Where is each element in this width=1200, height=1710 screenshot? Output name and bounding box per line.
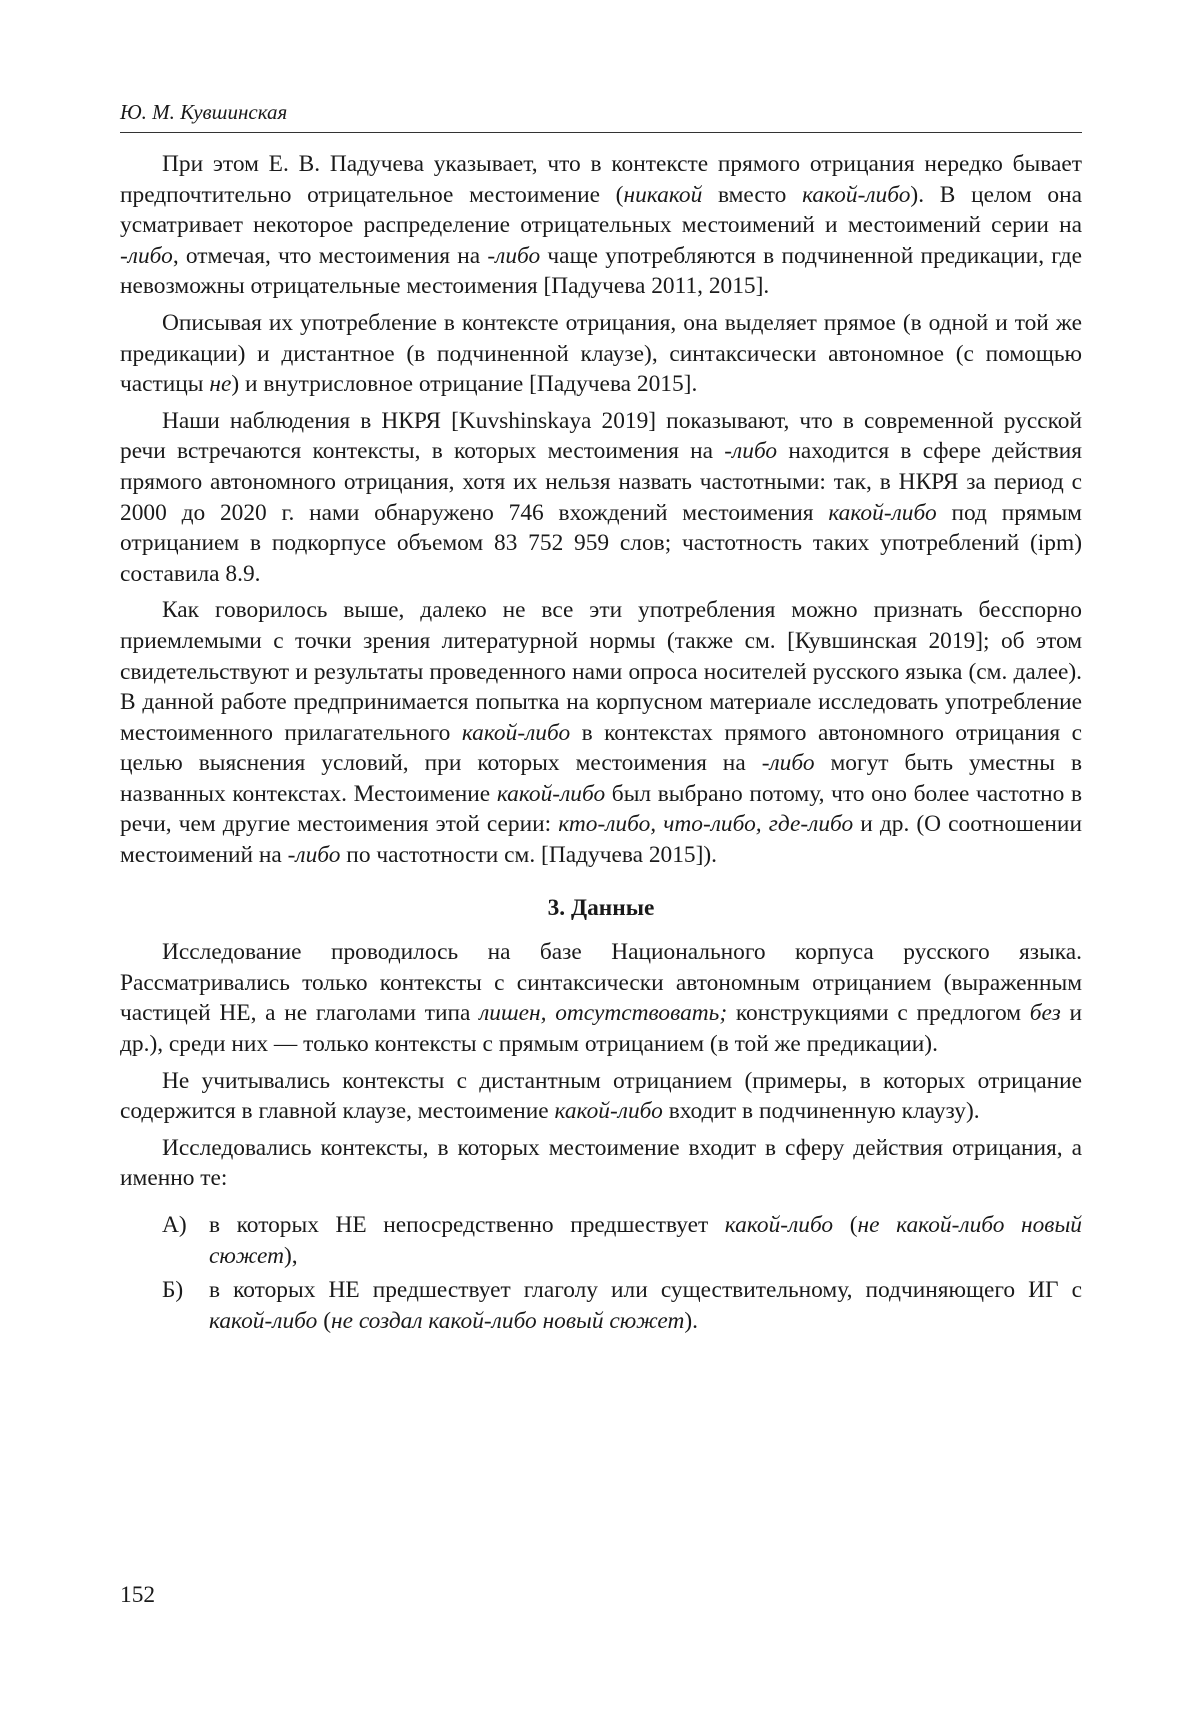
italic-term: не создал какой-либо новый сюжет bbox=[330, 1307, 685, 1334]
italic-term: -либо bbox=[487, 242, 541, 269]
text-span: Описывая их употребление в контексте отрицания, она выделяет прямое (в одной и той же предикации) и дистантное (в подчиненной клаузе), синтаксически автономное (с помощью частицы bbox=[120, 309, 1082, 398]
text-span: ). bbox=[684, 1307, 699, 1334]
text-span: Наши наблюдения в НКРЯ [Kuvshinskaya 2019] показывают, что в современной русской речи встречаются контексты, в которых местоимения на bbox=[120, 407, 1082, 465]
list-item bbox=[120, 1210, 1082, 1271]
text-span: ( bbox=[833, 1212, 858, 1238]
text-span: конструкциями с предлогом bbox=[727, 1000, 1030, 1027]
text-span: , отмечая, что местоимения на bbox=[172, 242, 488, 269]
text-span: и др.), среди них — только контексты с прямым отрицанием (в той же предикации). bbox=[120, 1000, 1082, 1058]
paragraph-7: Исследовались контексты, в которых местоимение входит в сферу действия отрицания, а именно те: bbox=[120, 1134, 1082, 1192]
paragraph-4 bbox=[120, 595, 1082, 870]
list-item bbox=[120, 1275, 1082, 1336]
italic-term: какой-либо bbox=[802, 181, 911, 208]
text-span: ( bbox=[317, 1307, 331, 1334]
text-span: чаще употребляются в подчиненной предикации, где невозможны отрицательные местоимения [Падучева 2011, 2015]. bbox=[120, 242, 1082, 300]
text-span: входит в подчиненную клаузу). bbox=[662, 1098, 980, 1125]
text-span: и др. (О соотношении местоимений на bbox=[120, 811, 1082, 869]
text-span: Не учитывались контексты с дистантным отрицанием (примеры, в которых отрицание содержится в главной клаузе, местоимение bbox=[120, 1067, 1082, 1125]
text-span: ). В целом она усматривает некоторое распределение отрицательных местоимений и местоимений серии на bbox=[120, 181, 1082, 239]
paragraph-3 bbox=[120, 406, 1082, 590]
text-span: в контекстах прямого автономного отрицания с целью выяснения условий, при которых местоимения на bbox=[120, 719, 1082, 777]
text-span: вместо bbox=[702, 181, 803, 208]
criteria-list bbox=[120, 1210, 1082, 1336]
page-number: 152 bbox=[120, 1582, 156, 1608]
text-span: под прямым отрицанием в подкорпусе объемом 83 752 959 слов; частотность таких употреблений (ipm) составила 8.9. bbox=[120, 499, 1082, 587]
italic-term: -либо bbox=[120, 242, 173, 269]
italic-term: без bbox=[1029, 1000, 1061, 1027]
italic-term: лишен, отсутствовать; bbox=[479, 1000, 728, 1027]
italic-term: какой-либо bbox=[209, 1307, 318, 1334]
italic-term: не bbox=[209, 371, 232, 398]
text-span: могут быть уместны в названных контекстах. Местоимение bbox=[120, 750, 1082, 807]
italic-term: какой-либо bbox=[461, 719, 571, 746]
text-span: по частотности см. [Падучева 2015]). bbox=[340, 842, 718, 869]
text-span: Как говорилось выше, далеко не все эти употребления можно признать бесспорно приемлемыми с точки зрения литературной нормы (также см. [Кувшинская 2019]; об этом свидетельствуют и результаты проведенного нами опроса носителей русского языка (см. далее). В данной работе предпринимается попытка на корпусном материале исследовать употребление местоименного прилагательного bbox=[120, 597, 1082, 746]
italic-term: какой-либо bbox=[828, 499, 937, 526]
italic-term: какой-либо bbox=[496, 780, 606, 807]
paragraph-1 bbox=[120, 149, 1082, 302]
italic-term: никакой bbox=[623, 181, 703, 208]
text-span: ), bbox=[283, 1242, 298, 1269]
text-span: ) и внутрисловное отрицание [Падучева 2015]. bbox=[231, 371, 698, 398]
text-span: Исследование проводилось на базе Национального корпуса русского языка. Рассматривались только контексты с синтаксически автономным отрицанием (выраженным частицей НЕ, а не глаголами типа bbox=[120, 939, 1082, 1027]
section-title: 3. Данные bbox=[547, 894, 655, 921]
text-span: При этом Е. В. Падучева указывает, что в контексте прямого отрицания нередко бывает предпочтительно отрицательное местоимение ( bbox=[120, 151, 1082, 208]
list-marker: А) bbox=[162, 1212, 187, 1238]
paragraph-2 bbox=[120, 308, 1082, 400]
list-marker: Б) bbox=[162, 1277, 184, 1304]
text-span: в которых НЕ предшествует глаголу или существительному, подчиняющего ИГ с bbox=[209, 1277, 1082, 1304]
italic-term: -либо bbox=[724, 438, 778, 465]
paragraph-6 bbox=[120, 1066, 1082, 1127]
paragraph-5 bbox=[120, 937, 1082, 1059]
body-text bbox=[120, 149, 1082, 1336]
italic-term: какой-либо bbox=[554, 1098, 663, 1125]
italic-term: -либо bbox=[287, 842, 341, 869]
italic-term: -либо bbox=[761, 750, 815, 777]
text-span: был выбрано потому, что оно более частотно в речи, чем другие местоимения этой серии: bbox=[120, 780, 1082, 838]
page bbox=[120, 98, 1082, 1340]
italic-term: кто-либо, что-либо, где-либо bbox=[558, 811, 854, 838]
running-head: Ю. М. Кувшинская bbox=[120, 98, 1082, 133]
text-span: находится в сфере действия прямого автономного отрицания, хотя их нельзя назвать частотными: так, в НКРЯ за период с 2000 до 2020 г. нами обнаружено 746 вхождений местоимения bbox=[120, 438, 1082, 526]
text-span: в которых НЕ непосредственно предшествует bbox=[209, 1212, 725, 1238]
italic-term: не какой-либо новый сюжет bbox=[209, 1212, 1082, 1269]
italic-term: какой-либо bbox=[724, 1212, 834, 1238]
